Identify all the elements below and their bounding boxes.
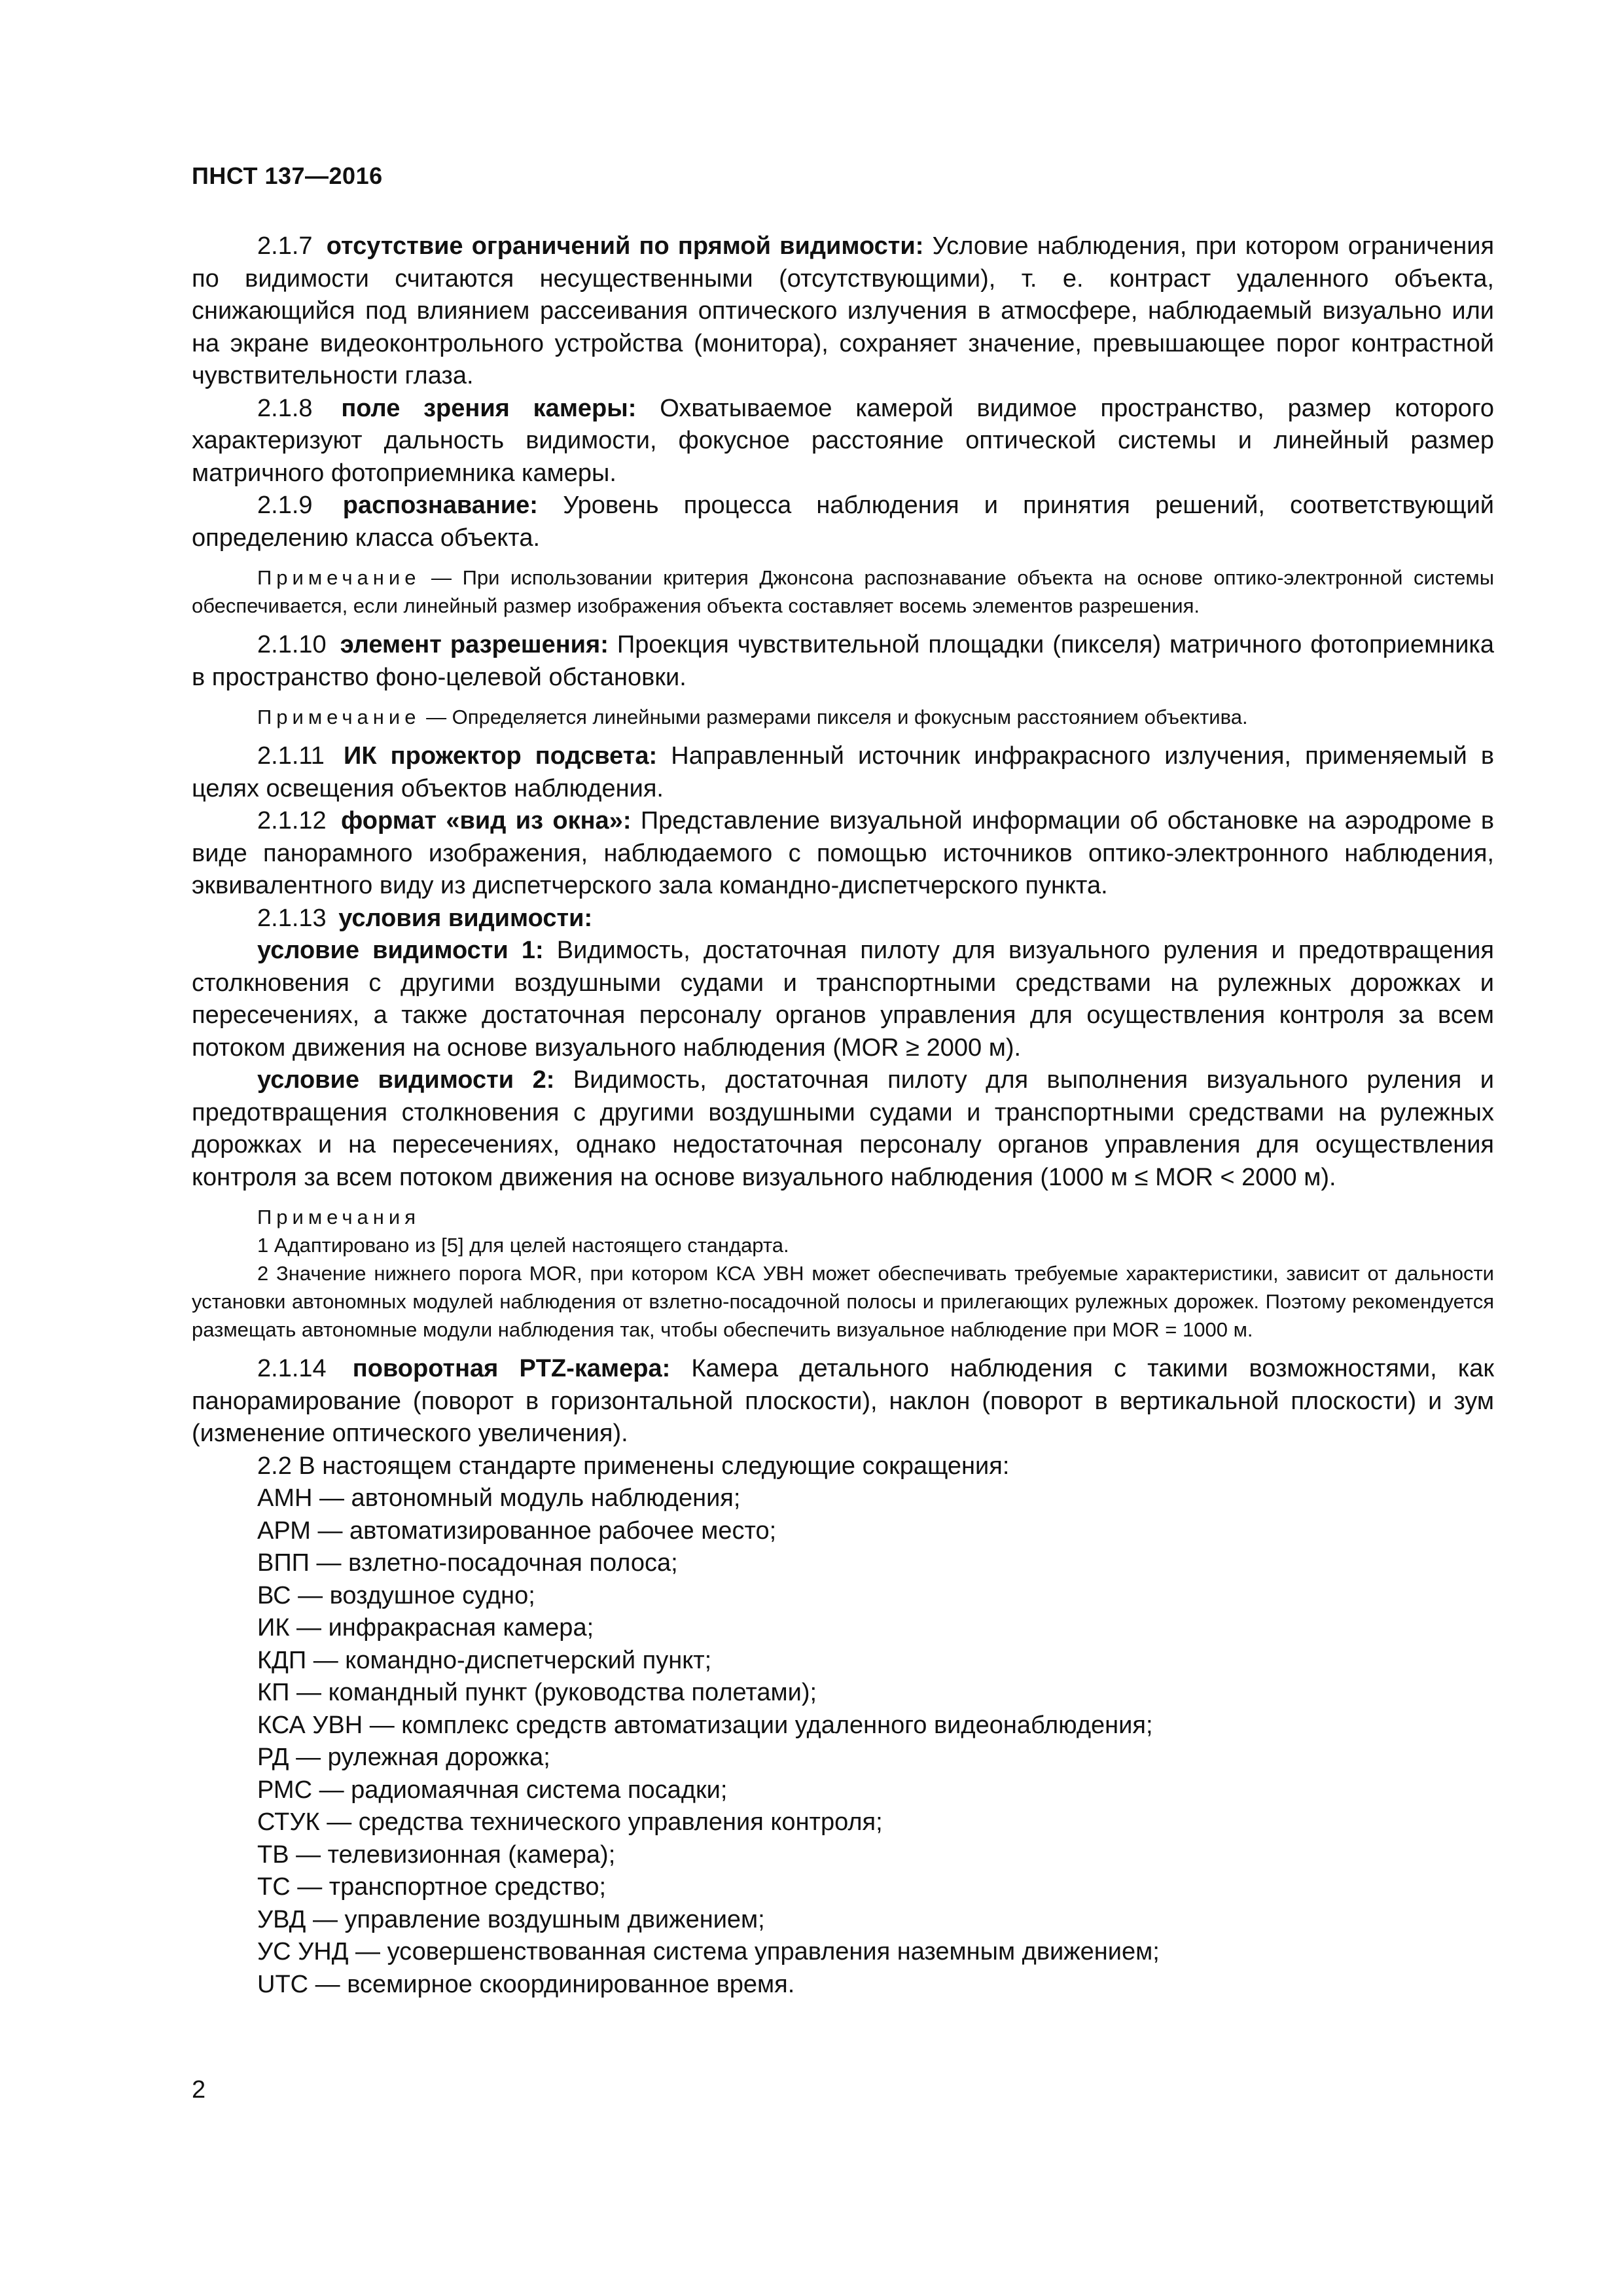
- note-text: — Определяется линейными размерами пикселя и фокусным расстоянием объектива.: [426, 706, 1248, 728]
- term-2-1-14: [192, 1353, 1494, 1450]
- term-definition: Проекция чувствительной площадки (пикселя) матричного фотоприемника в пространство фоно-целевой обстановки.: [192, 631, 1495, 691]
- abbreviation-item: УВД — управление воздушным движением;: [257, 1905, 765, 1933]
- term-definition: Условие наблюдения, при котором ограничения по видимости считаются несущественными (отсутствующими), т. е. контраст удаленного объекта, снижающийся под влиянием рассеивания оптического излучения в атмосфере, наблюдаемый визуально или на экране видеоконтрольного устройства (монитора), сохраняет значение, превышающее порог контрастной чувствительности глаза.: [192, 232, 1495, 389]
- visibility-condition-1: [192, 935, 1494, 1064]
- abbreviation-item: КСА УВН — комплекс средств автоматизации удаленного видеонаблюдения;: [257, 1711, 1153, 1739]
- term-title: условие видимости 1:: [257, 937, 544, 964]
- term-2-1-8: [192, 393, 1494, 490]
- term-title: поле зрения камеры:: [341, 394, 637, 422]
- note-text: — При использовании критерия Джонсона распознавание объекта на основе оптико-электронной системы обеспечивается, если линейный размер изображения объекта составляет восемь элементов разрешения.: [192, 566, 1494, 617]
- term-definition: Представление визуальной информации об обстановке на аэродроме в виде панорамного изображения, наблюдаемого с помощью источников оптико-электронного наблюдения, эквивалентного виду из диспетчерского зала командно-диспетчерского пункта.: [192, 807, 1495, 899]
- term-2-1-13: [192, 903, 1494, 935]
- term-definition: Охватываемое камерой видимое пространство, размер которого характеризуют дальность видимости, фокусное расстояние оптической системы и линейный размер матричного фотоприемника камеры.: [192, 394, 1495, 487]
- note-item-2: 2 Значение нижнего порога MOR, при котором КСА УВН может обеспечивать требуемые характеристики, зависит от дальности установки автономных модулей наблюдения от взлетно-посадочной полосы и прилегающих рулежных дорожек. Поэтому рекомендуется размещать автономные модули наблюдения так, чтобы обеспечить визуальное наблюдение при MOR = 1000 м.: [192, 1262, 1494, 1341]
- term-2-1-9: [192, 490, 1494, 554]
- term-title: элемент разрешения:: [340, 631, 609, 658]
- term-2-1-11: [192, 740, 1494, 805]
- term-definition: Видимость, достаточная пилоту для визуального руления и предотвращения столкновения с другими воздушными судами и транспортными средствами на рулежных дорожках и пересечениях, а также достаточная персоналу органов управления для осуществления контроля за всем потоком движения на основе визуального наблюдения (MOR ≥ 2000 м).: [192, 937, 1494, 1062]
- term-number: 2.1.7: [257, 232, 313, 260]
- term-number: 2.1.13: [257, 904, 327, 932]
- term-definition: Направленный источник инфракрасного излучения, применяемый в целях освещения объектов наблюдения.: [192, 742, 1495, 802]
- abbreviation-item: ИК — инфракрасная камера;: [257, 1614, 594, 1641]
- term-2-1-7: [192, 230, 1494, 393]
- term-title: ИК прожектор подсвета:: [344, 742, 658, 770]
- term-2-1-10: [192, 629, 1494, 694]
- abbreviation-item: РД — рулежная дорожка;: [257, 1744, 550, 1771]
- term-number: 2.1.8: [257, 394, 313, 422]
- abbreviations-intro: 2.2 В настоящем стандарте применены следующие сокращения:: [257, 1452, 1010, 1480]
- abbreviation-item: АМН — автономный модуль наблюдения;: [257, 1484, 741, 1512]
- term-title: поворотная PTZ-камера:: [352, 1355, 671, 1382]
- abbreviation-item: РМС — радиомаячная система посадки;: [257, 1776, 728, 1804]
- note-label: Примечание: [257, 566, 421, 589]
- document-body: [192, 230, 1494, 2001]
- page-number: 2: [192, 2076, 206, 2104]
- abbreviation-item: КДП — командно-диспетчерский пункт;: [257, 1646, 712, 1674]
- abbreviation-item: UTC — всемирное скоординированное время.: [257, 1970, 795, 1998]
- term-definition: Камера детального наблюдения с такими возможностями, как панорамирование (поворот в горизонтальной плоскости), наклон (поворот в вертикальной плоскости) и зум (изменение оптического увеличения).: [192, 1355, 1495, 1447]
- term-definition: Уровень процесса наблюдения и принятия решений, соответствующий определению класса объекта.: [192, 492, 1495, 552]
- abbreviation-item: ВС — воздушное судно;: [257, 1581, 535, 1609]
- abbreviation-item: ВПП — взлетно-посадочная полоса;: [257, 1549, 678, 1577]
- note-2-1-10: [192, 703, 1494, 731]
- term-number: 2.1.9: [257, 492, 313, 519]
- term-number: 2.1.14: [257, 1355, 327, 1382]
- document-code: ПНСТ 137—2016: [192, 162, 383, 189]
- abbreviation-item: ТС — транспортное средство;: [257, 1873, 607, 1901]
- abbreviation-item: УС УНД — усовершенствованная система управления наземным движением;: [257, 1938, 1160, 1965]
- term-definition: Видимость, достаточная пилоту для выполнения визуального руления и предотвращения столкновения с другими воздушными судами и транспортными средствами на рулежных дорожках и на пересечениях, однако недостаточная персоналу органов управления для осуществления контроля за всем потоком движения на основе визуального наблюдения (1000 м ≤ MOR < 2000 м).: [192, 1066, 1494, 1191]
- abbreviation-item: ТВ — телевизионная (камера);: [257, 1840, 616, 1869]
- term-number: 2.1.12: [257, 807, 327, 834]
- term-number: 2.1.10: [257, 631, 327, 658]
- term-2-1-12: [192, 805, 1494, 903]
- term-title: формат «вид из окна»:: [341, 807, 632, 834]
- note-item-1: 1 Адаптировано из [5] для целей настоящего стандарта.: [257, 1234, 789, 1257]
- note-label: Примечание: [257, 706, 421, 728]
- abbreviation-item: СТУК — средства технического управления контроля;: [257, 1808, 883, 1836]
- note-2-1-9: [192, 564, 1494, 620]
- term-title: условия видимости:: [338, 904, 593, 932]
- term-number: 2.1.11: [257, 742, 325, 770]
- notes-label: Примечания: [257, 1206, 420, 1229]
- abbreviation-item: АРМ — автоматизированное рабочее место;: [257, 1516, 777, 1545]
- visibility-condition-2: [192, 1064, 1494, 1194]
- abbreviation-item: КП — командный пункт (руководства полетами);: [257, 1679, 817, 1706]
- term-title: условие видимости 2:: [257, 1066, 555, 1094]
- term-title: отсутствие ограничений по прямой видимости:: [326, 232, 924, 260]
- term-title: распознавание:: [342, 492, 538, 519]
